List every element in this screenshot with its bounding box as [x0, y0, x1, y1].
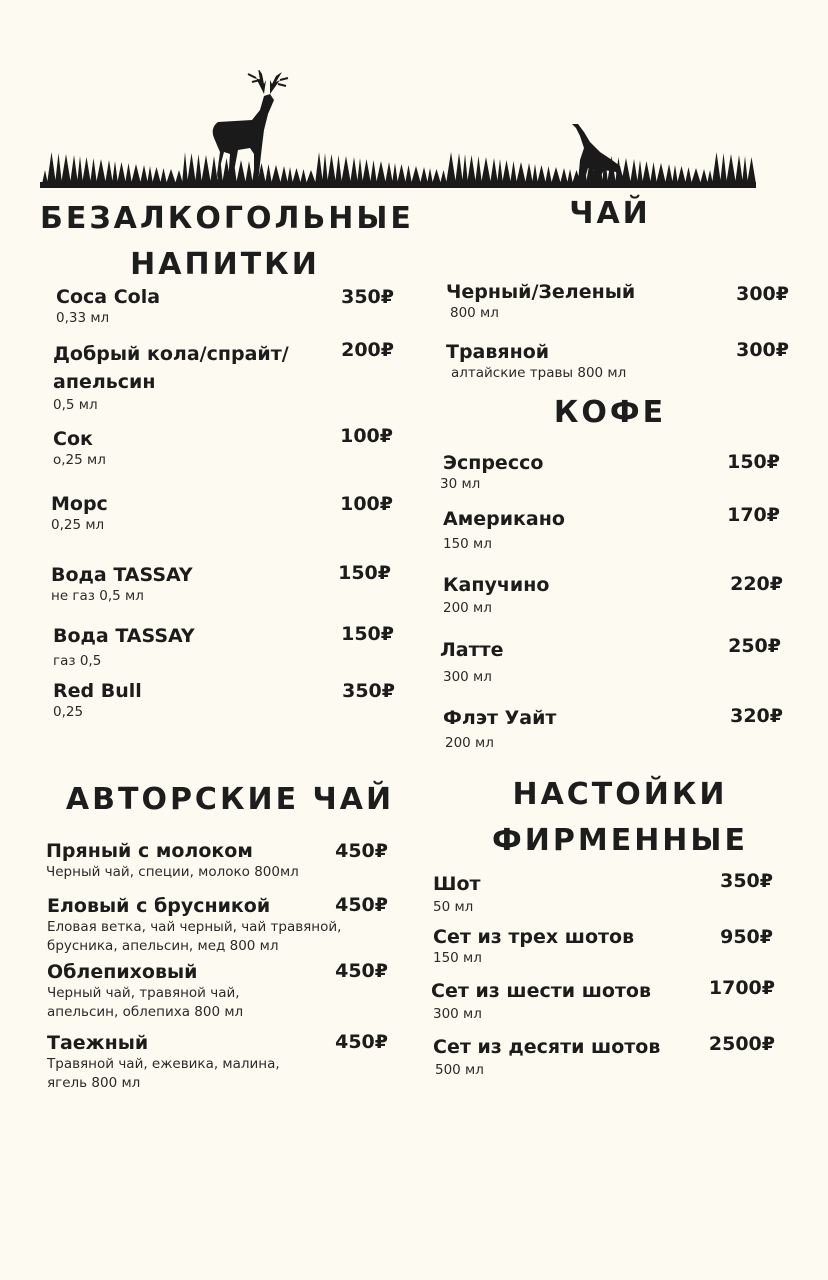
- menu-item-dobry: [53, 340, 323, 415]
- tree-silhouette: [440, 170, 447, 184]
- item-price: 350₽: [342, 680, 395, 702]
- item-price: 220₽: [730, 573, 783, 595]
- tree-silhouette: [166, 169, 176, 184]
- item-name: Флэт Уайт: [443, 707, 557, 729]
- item-name: Капучино: [443, 574, 550, 596]
- item-description: Черный чай, травяной чай,: [47, 985, 240, 1001]
- menu-item-red-bull: [53, 679, 142, 722]
- item-name: Черный/Зеленый: [446, 281, 636, 303]
- tree-silhouette: [385, 162, 393, 184]
- tree-silhouette: [642, 161, 651, 184]
- item-price: 250₽: [728, 635, 781, 657]
- menu-item-spruce-lingonberry: [47, 894, 341, 956]
- tree-silhouette: [287, 167, 293, 184]
- tree-silhouette: [665, 164, 673, 184]
- tree-silhouette: [315, 152, 323, 184]
- tree-silhouette: [545, 166, 552, 184]
- tree-silhouette: [490, 158, 498, 184]
- menu-item-black-green-tea: [446, 280, 635, 323]
- item-price: 100₽: [340, 425, 393, 447]
- item-volume: алтайские травы 800 мл: [451, 365, 627, 381]
- tree-silhouette: [55, 153, 62, 184]
- item-price: 300₽: [736, 339, 789, 361]
- item-name: Вода TASSAY: [51, 564, 193, 586]
- item-name: Американо: [443, 508, 565, 530]
- tree-silhouette: [637, 160, 643, 184]
- item-price: 350₽: [341, 286, 394, 308]
- tree-silhouette: [90, 158, 97, 184]
- tree-silhouette: [475, 156, 482, 184]
- tree-silhouette: [650, 162, 657, 184]
- tree-silhouette: [47, 152, 56, 184]
- tree-silhouette: [236, 160, 246, 184]
- tree-silhouette: [350, 157, 358, 184]
- tree-silhouette: [201, 155, 211, 184]
- item-price: 2500₽: [708, 1033, 775, 1055]
- tree-silhouette: [125, 163, 132, 184]
- menu-item-cappuccino: [443, 573, 549, 618]
- item-volume: 200 мл: [445, 735, 494, 751]
- tree-silhouette: [672, 165, 678, 184]
- tree-silhouette: [525, 163, 533, 184]
- menu-item-herbal-tea: [446, 340, 626, 383]
- tree-silhouette: [462, 154, 468, 184]
- tree-silhouette: [210, 156, 218, 184]
- item-price: 320₽: [730, 705, 783, 727]
- tree-silhouette: [446, 152, 456, 184]
- tree-silhouette: [735, 155, 743, 184]
- menu-item-three-shots-set: [433, 925, 634, 968]
- item-price: 200₽: [341, 339, 394, 361]
- item-volume: 0,33 мл: [56, 310, 110, 326]
- item-name: Добрый кола/спрайт/ апельсин: [53, 343, 289, 393]
- item-name: Эспрессо: [443, 452, 544, 474]
- item-price: 150₽: [341, 623, 394, 645]
- item-name: Шот: [433, 873, 481, 895]
- section-title-tea: ЧАЙ: [569, 196, 651, 231]
- menu-item-six-shots-set: [431, 979, 651, 1024]
- item-volume: не газ 0,5 мл: [51, 588, 144, 604]
- tree-silhouette: [292, 168, 301, 184]
- item-name: Сет из шести шотов: [431, 980, 652, 1002]
- item-name: Таежный: [47, 1032, 149, 1054]
- item-description: брусника, апельсин, мед 800 мл: [47, 938, 279, 954]
- menu-item-water-sparkling: [53, 624, 195, 671]
- item-price: 150₽: [338, 562, 391, 584]
- tree-silhouette: [147, 166, 153, 184]
- tree-silhouette: [42, 170, 48, 184]
- tree-silhouette: [131, 164, 141, 184]
- item-name: Вода TASSAY: [53, 625, 195, 647]
- item-price: 950₽: [720, 926, 773, 948]
- tree-silhouette: [327, 154, 336, 184]
- menu-item-ten-shots-set: [433, 1035, 660, 1080]
- item-price: 450₽: [335, 840, 388, 862]
- tree-silhouette: [516, 162, 526, 184]
- section-title-liqueurs: НАСТОЙКИ ФИРМЕННЫЕ: [492, 777, 748, 858]
- deer-icon: [213, 70, 288, 182]
- tree-silhouette: [392, 163, 398, 184]
- tree-silhouette: [265, 164, 272, 184]
- item-price: 450₽: [335, 894, 388, 916]
- tree-silhouette: [497, 159, 503, 184]
- tree-silhouette: [747, 157, 756, 184]
- item-price: 450₽: [335, 1031, 388, 1053]
- item-volume: 50 мл: [433, 899, 474, 915]
- tree-silhouette: [700, 169, 708, 184]
- tree-silhouette: [335, 155, 342, 184]
- tree-silhouette: [685, 167, 692, 184]
- tree-silhouette: [271, 165, 281, 184]
- item-name: Сет из трех шотов: [433, 926, 635, 948]
- tree-silhouette: [567, 169, 573, 184]
- item-volume: 200 мл: [443, 600, 492, 616]
- item-volume: 30 мл: [440, 476, 481, 492]
- tree-silhouette: [551, 167, 561, 184]
- tree-silhouette: [432, 169, 441, 184]
- section-title-coffee: КОФЕ: [553, 395, 667, 430]
- item-volume: 500 мл: [435, 1062, 484, 1078]
- item-volume: о,25 мл: [53, 452, 106, 468]
- tree-silhouette: [376, 161, 386, 184]
- menu-item-americano: [443, 507, 565, 554]
- tree-silhouette: [105, 160, 113, 184]
- item-volume: 150 мл: [443, 536, 492, 552]
- item-price: 170₽: [727, 504, 780, 526]
- section-title-soft-drinks: БЕЗАЛКОГОЛЬНЫЕ НАПИТКИ: [40, 201, 414, 282]
- menu-item-sea-buckthorn: [47, 960, 243, 1022]
- tree-silhouette: [537, 165, 546, 184]
- tree-silhouette: [510, 161, 517, 184]
- tree-silhouette: [630, 159, 638, 184]
- tree-silhouette: [195, 154, 202, 184]
- tree-silhouette: [467, 155, 476, 184]
- tree-silhouette: [175, 170, 183, 184]
- menu-item-latte: [440, 638, 504, 687]
- item-volume: 0,25 мл: [51, 517, 105, 533]
- item-name: Травяной: [446, 341, 550, 363]
- tree-silhouette: [712, 152, 721, 184]
- tree-silhouette: [341, 156, 351, 184]
- menu-item-spiced-milk-tea: [46, 839, 299, 882]
- tree-silhouette: [656, 163, 666, 184]
- item-name: Морс: [51, 493, 108, 515]
- tree-silhouette: [152, 167, 161, 184]
- tree-silhouette: [61, 154, 71, 184]
- item-name: Сок: [53, 428, 93, 450]
- item-price: 300₽: [736, 283, 789, 305]
- tree-silhouette: [160, 168, 167, 184]
- item-name: Coca Cola: [56, 286, 161, 308]
- item-price: 350₽: [720, 870, 773, 892]
- item-name: Еловый с брусникой: [47, 895, 271, 917]
- menu-item-flat-white: [443, 706, 556, 753]
- item-volume: газ 0,5: [53, 653, 102, 669]
- tree-silhouette: [481, 157, 491, 184]
- menu-item-shot: [433, 872, 481, 917]
- tree-silhouette: [322, 153, 328, 184]
- menu-item-coca-cola: [56, 285, 160, 328]
- item-volume: 0,5 мл: [53, 397, 98, 413]
- tree-silhouette: [117, 162, 126, 184]
- item-volume: 300 мл: [433, 1006, 482, 1022]
- tree-silhouette: [405, 165, 412, 184]
- item-name: Облепиховый: [47, 961, 198, 983]
- tree-silhouette: [306, 170, 316, 184]
- item-description: Еловая ветка, чай черный, чай травяной,: [47, 919, 342, 935]
- tree-silhouette: [691, 168, 701, 184]
- item-price: 150₽: [727, 451, 780, 473]
- item-volume: 800 мл: [450, 305, 499, 321]
- item-description: апельсин, облепиха 800 мл: [47, 1004, 244, 1020]
- menu-item-juice: [53, 427, 106, 470]
- tree-silhouette: [357, 158, 363, 184]
- tree-silhouette: [720, 153, 727, 184]
- item-price: 1700₽: [708, 977, 775, 999]
- tree-silhouette: [397, 164, 406, 184]
- tree-silhouette: [140, 165, 148, 184]
- item-description: ягель 800 мл: [47, 1075, 141, 1091]
- tree-silhouette: [187, 153, 196, 184]
- tree-silhouette: [560, 168, 568, 184]
- tree-silhouette: [280, 166, 288, 184]
- menu-item-taiga: [47, 1031, 280, 1093]
- menu-item-water-still: [51, 563, 193, 606]
- tree-silhouette: [77, 156, 83, 184]
- tree-silhouette: [420, 167, 428, 184]
- tree-silhouette: [300, 169, 307, 184]
- item-name: Red Bull: [53, 680, 142, 702]
- tree-silhouette: [411, 166, 421, 184]
- tree-silhouette: [96, 159, 106, 184]
- item-price: 450₽: [335, 960, 388, 982]
- section-title-author-tea: АВТОРСКИЕ ЧАЙ: [65, 782, 395, 817]
- tree-silhouette: [742, 156, 748, 184]
- item-name: Пряный с молоком: [46, 840, 253, 862]
- tree-silhouette: [70, 155, 78, 184]
- tree-silhouette: [427, 168, 433, 184]
- tree-silhouette: [82, 157, 91, 184]
- tree-silhouette: [677, 166, 686, 184]
- tree-silhouette: [112, 161, 118, 184]
- menu-item-espresso: [440, 451, 543, 494]
- tree-silhouette: [532, 164, 538, 184]
- tree-silhouette: [182, 152, 188, 184]
- item-volume: 150 мл: [433, 950, 482, 966]
- item-description: Травяной чай, ежевика, малина,: [47, 1056, 280, 1072]
- tree-silhouette: [245, 161, 253, 184]
- tree-silhouette: [726, 154, 736, 184]
- item-name: Латте: [440, 639, 504, 661]
- item-description: Черный чай, специи, молоко 800мл: [46, 864, 299, 880]
- tree-silhouette: [707, 170, 713, 184]
- forest-banner-image: [38, 70, 758, 192]
- tree-silhouette: [370, 160, 377, 184]
- tree-silhouette: [502, 160, 511, 184]
- menu-item-mors: [51, 492, 108, 535]
- tree-silhouette: [455, 153, 463, 184]
- item-price: 100₽: [340, 493, 393, 515]
- item-volume: 300 мл: [443, 669, 492, 685]
- item-volume: 0,25: [53, 704, 84, 720]
- item-name: Сет из десяти шотов: [433, 1036, 661, 1058]
- wolf-icon: [572, 124, 624, 182]
- tree-silhouette: [362, 159, 371, 184]
